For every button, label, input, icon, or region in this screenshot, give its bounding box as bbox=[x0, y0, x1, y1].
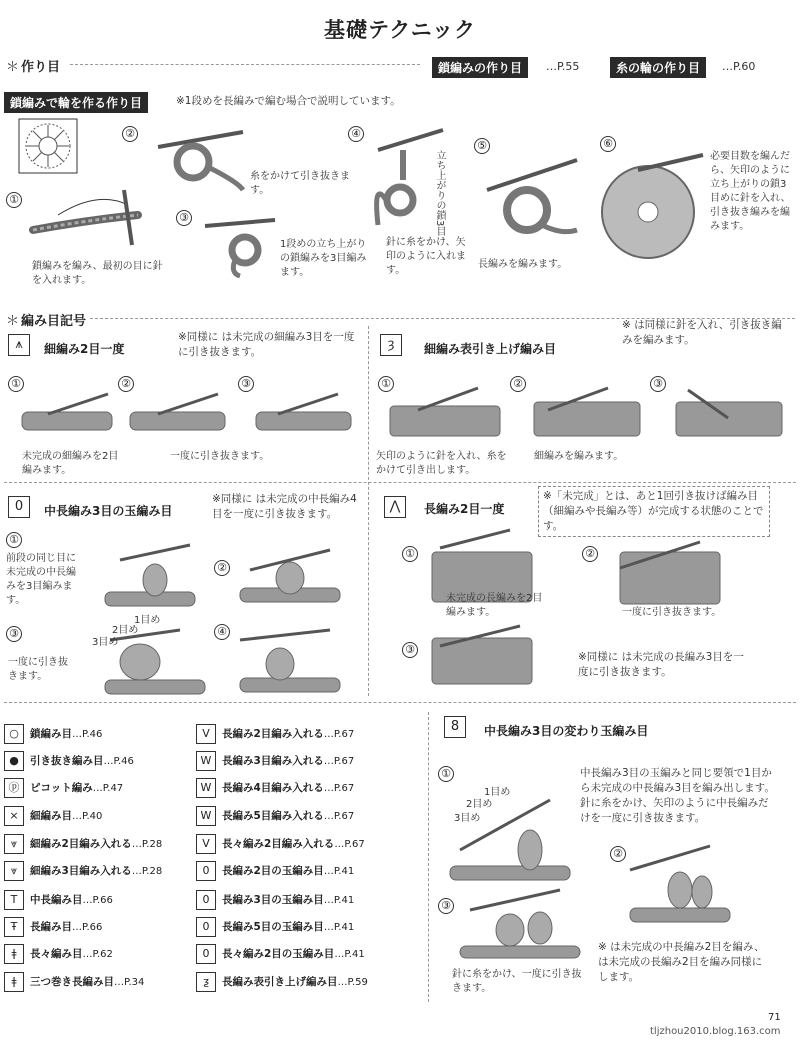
legend-item: ƺ 長編み表引き上げ編み目…P.59 bbox=[196, 972, 368, 992]
step-number: ③ bbox=[238, 376, 254, 392]
step-number: ⑤ bbox=[474, 138, 490, 154]
block-note: ※同様に は未完成の細編み3目を一度に引き抜きます。 bbox=[178, 331, 355, 358]
legend-item: T 中長編み目…P.66 bbox=[4, 890, 113, 910]
stitch-label: 3目め bbox=[454, 813, 481, 824]
dc2-cluster-icon: 0 bbox=[196, 861, 216, 881]
dc5inc-icon: W bbox=[196, 806, 216, 826]
step-number: ② bbox=[122, 126, 138, 142]
sc2tog-symbol-icon: ⩚ bbox=[8, 334, 30, 356]
divider bbox=[368, 326, 369, 696]
step-caption: 矢印のように針を入れ、糸をかけて引き出します。 bbox=[376, 451, 507, 476]
block-title: 細編み2目一度 bbox=[44, 342, 125, 356]
step-caption: 必要目数を編んだら、矢印のように立ち上がりの鎖3目めに針を入れ、引き抜き編みを編みます。 bbox=[710, 151, 791, 232]
step-number: ⑥ bbox=[600, 136, 616, 152]
step-number: ① bbox=[6, 192, 22, 208]
ref-chain-cast-on-page: …P.55 bbox=[546, 60, 580, 73]
ref-ring-cast-on-page: …P.60 bbox=[722, 60, 756, 73]
legend-item: Ŧ 長編み目…P.66 bbox=[4, 917, 102, 937]
step-caption: 鎖編みを編み、最初の目に針を入れます。 bbox=[32, 261, 163, 286]
dc2inc-icon: V bbox=[196, 724, 216, 744]
legend-item: W 長編み3目編み入れる…P.67 bbox=[196, 751, 354, 771]
stitch-label: 2目め bbox=[112, 625, 139, 636]
step-number: ② bbox=[610, 846, 626, 862]
step-number: ④ bbox=[348, 126, 364, 142]
front-post-sc-symbol-icon: ȝ bbox=[380, 334, 402, 356]
step-caption: 未完成の細編みを2目編みます。 bbox=[22, 451, 119, 476]
double-crochet-icon: Ŧ bbox=[4, 917, 24, 937]
legend-item: W 長編み5目編み入れる…P.67 bbox=[196, 806, 354, 826]
block-note: ※ は未完成の中長編み2目を編み、 は未完成の長編み2目を編み同様にします。 bbox=[598, 941, 765, 983]
step-caption: 細編みを編みます。 bbox=[534, 451, 624, 462]
dc2tog-symbol-icon: ⋀ bbox=[384, 496, 406, 518]
front-post-dc-icon: ƺ bbox=[196, 972, 216, 992]
step-number: ① bbox=[6, 532, 22, 548]
dc5-cluster-icon: 0 bbox=[196, 917, 216, 937]
page-title: 基礎テクニック bbox=[324, 17, 476, 42]
step-caption: 針に糸をかけ、矢印のように入れます。 bbox=[386, 237, 466, 276]
dc3-cluster-icon: 0 bbox=[196, 890, 216, 910]
block-title: 中長編み3目の変わり玉編み目 bbox=[484, 724, 649, 738]
dc4inc-icon: W bbox=[196, 778, 216, 798]
block-note: ※同様に は未完成の長編み3目を一度に引き抜きます。 bbox=[578, 651, 744, 678]
step-number: ① bbox=[438, 766, 454, 782]
front-post-sc-illustrations bbox=[388, 380, 792, 446]
legend-item: 0 長々編み2目の玉編み目…P.41 bbox=[196, 944, 365, 964]
legend-item: V 長編み2目編み入れる…P.67 bbox=[196, 724, 354, 744]
step-caption: 一度に引き抜きます。 bbox=[622, 607, 722, 618]
treble-crochet-icon: ǂ bbox=[4, 944, 24, 964]
step-caption: 一度に引き抜きます。 bbox=[170, 451, 270, 462]
half-double-crochet-icon: T bbox=[4, 890, 24, 910]
step-number: ① bbox=[378, 376, 394, 392]
step-caption: 前段の同じ目に未完成の中長編みを3目編みます。 bbox=[6, 553, 76, 606]
block-description: 中長編み3目の玉編みと同じ要領で1目から未完成の中長編み3目を編み出します。針に糸をかけ、矢印のように中長編みだけを一度に引き抜きます。 bbox=[580, 767, 775, 824]
section-cast-on-heading: ＊ 作り目 bbox=[6, 60, 61, 75]
divider bbox=[428, 712, 429, 1002]
stitch-label: 1目め bbox=[134, 615, 161, 626]
divider bbox=[4, 702, 796, 703]
dc-illustration bbox=[482, 150, 582, 250]
step-number: ③ bbox=[402, 642, 418, 658]
step-number: ② bbox=[582, 546, 598, 562]
ring-chart-diagram bbox=[18, 118, 78, 174]
cast-on-note: ※1段めを長編みで編む場合で説明しています。 bbox=[176, 95, 401, 107]
chain-up-illustration bbox=[200, 208, 280, 278]
stitch-label: 2目め bbox=[466, 799, 493, 810]
dc3inc-icon: W bbox=[196, 751, 216, 771]
chain-illustration bbox=[28, 185, 158, 255]
block-title: 中長編み3目の玉編み目 bbox=[44, 504, 173, 518]
triple-treble-icon: ǂ bbox=[4, 972, 24, 992]
stitch-label: 1目め bbox=[484, 787, 511, 798]
legend-item: ● 引き抜き編み目…P.46 bbox=[4, 751, 134, 771]
step-caption: 一度に引き抜きます。 bbox=[8, 657, 68, 682]
step-number: ① bbox=[8, 376, 24, 392]
block-note: ※同様に は未完成の中長編み4目を一度に引き抜きます。 bbox=[212, 493, 357, 520]
legend-item: ⩔ 細編み3目編み入れる…P.28 bbox=[4, 861, 162, 881]
legend-item: 0 長編み2目の玉編み目…P.41 bbox=[196, 861, 354, 881]
ref-ring-cast-on: 糸の輪の作り目 bbox=[610, 57, 706, 78]
single-crochet-icon: × bbox=[4, 806, 24, 826]
step-number: ③ bbox=[6, 626, 22, 642]
step-caption: 糸をかけて引き抜きます。 bbox=[250, 171, 350, 196]
illustration-label: 立ち上がりの鎖3目 bbox=[434, 150, 445, 237]
stitch-label: 3目め bbox=[92, 637, 119, 648]
page-number: 71 bbox=[768, 1012, 781, 1023]
block-title: 長編み2目一度 bbox=[424, 502, 505, 516]
watermark-url: tljzhou2010.blog.163.com bbox=[650, 1026, 781, 1037]
legend-item: ○ 鎖編み目…P.46 bbox=[4, 724, 102, 744]
variant-puff-symbol-icon: 8 bbox=[444, 716, 466, 738]
picot-icon: ⓟ bbox=[4, 778, 24, 798]
legend-item: ǂ 長々編み目…P.62 bbox=[4, 944, 113, 964]
sc2inc-icon: ⩔ bbox=[4, 834, 24, 854]
ref-chain-cast-on: 鎖編みの作り目 bbox=[432, 57, 528, 78]
legend-item: 0 長編み3目の玉編み目…P.41 bbox=[196, 890, 354, 910]
step-number: ② bbox=[214, 560, 230, 576]
cast-on-subtitle: 鎖編みで輪を作る作り目 bbox=[4, 92, 148, 113]
variant-puff-illustrations bbox=[440, 790, 740, 960]
step-number: ② bbox=[118, 376, 134, 392]
hdc-puff-symbol-icon: 0 bbox=[8, 496, 30, 518]
tr2-cluster-icon: 0 bbox=[196, 944, 216, 964]
legend-item: W 長編み4目編み入れる…P.67 bbox=[196, 778, 354, 798]
sc3inc-icon: ⩔ bbox=[4, 861, 24, 881]
block-title: 細編み表引き上げ編み目 bbox=[424, 342, 557, 356]
legend-item: × 細編み目…P.40 bbox=[4, 806, 102, 826]
step-number: ③ bbox=[438, 898, 454, 914]
definition-note: ※「未完成」とは、あと1回引き抜けば編み目（細編みや長編み等）が完成する状態のことです。 bbox=[538, 486, 770, 537]
legend-item: ǂ 三つ巻き長編み目…P.34 bbox=[4, 972, 144, 992]
step-number: ③ bbox=[176, 210, 192, 226]
step-caption: 未完成の長編みを2目編みます。 bbox=[446, 593, 543, 618]
divider bbox=[70, 64, 420, 65]
step-number: ② bbox=[510, 376, 526, 392]
divider bbox=[4, 482, 796, 483]
slip-stitch-icon: ● bbox=[4, 751, 24, 771]
legend-item: 0 長編み5目の玉編み目…P.41 bbox=[196, 917, 354, 937]
step-caption: 長編みを編みます。 bbox=[478, 259, 568, 270]
chain-stitch-icon: ○ bbox=[4, 724, 24, 744]
step-number: ③ bbox=[650, 376, 666, 392]
sc2tog-illustrations bbox=[18, 384, 358, 444]
step-number: ① bbox=[402, 546, 418, 562]
finished-ring-illustration bbox=[598, 150, 708, 265]
legend-item: V 長々編み2目編み入れる…P.67 bbox=[196, 834, 365, 854]
step-caption: 針に糸をかけ、一度に引き抜きます。 bbox=[452, 969, 582, 994]
legend-item: ⩔ 細編み2目編み入れる…P.28 bbox=[4, 834, 162, 854]
step-number: ④ bbox=[214, 624, 230, 640]
step-caption: 1段めの立ち上がりの鎖編みを3目編みます。 bbox=[280, 239, 367, 278]
legend-item: ⓟ ピコット編み…P.47 bbox=[4, 778, 123, 798]
block-note: ※ は同様に針を入れ、引き抜き編みを編みます。 bbox=[622, 319, 782, 346]
section-stitch-symbols-heading: ＊ 編み目記号 bbox=[6, 314, 87, 329]
tr2inc-icon: V bbox=[196, 834, 216, 854]
loop-illustration bbox=[148, 122, 248, 192]
